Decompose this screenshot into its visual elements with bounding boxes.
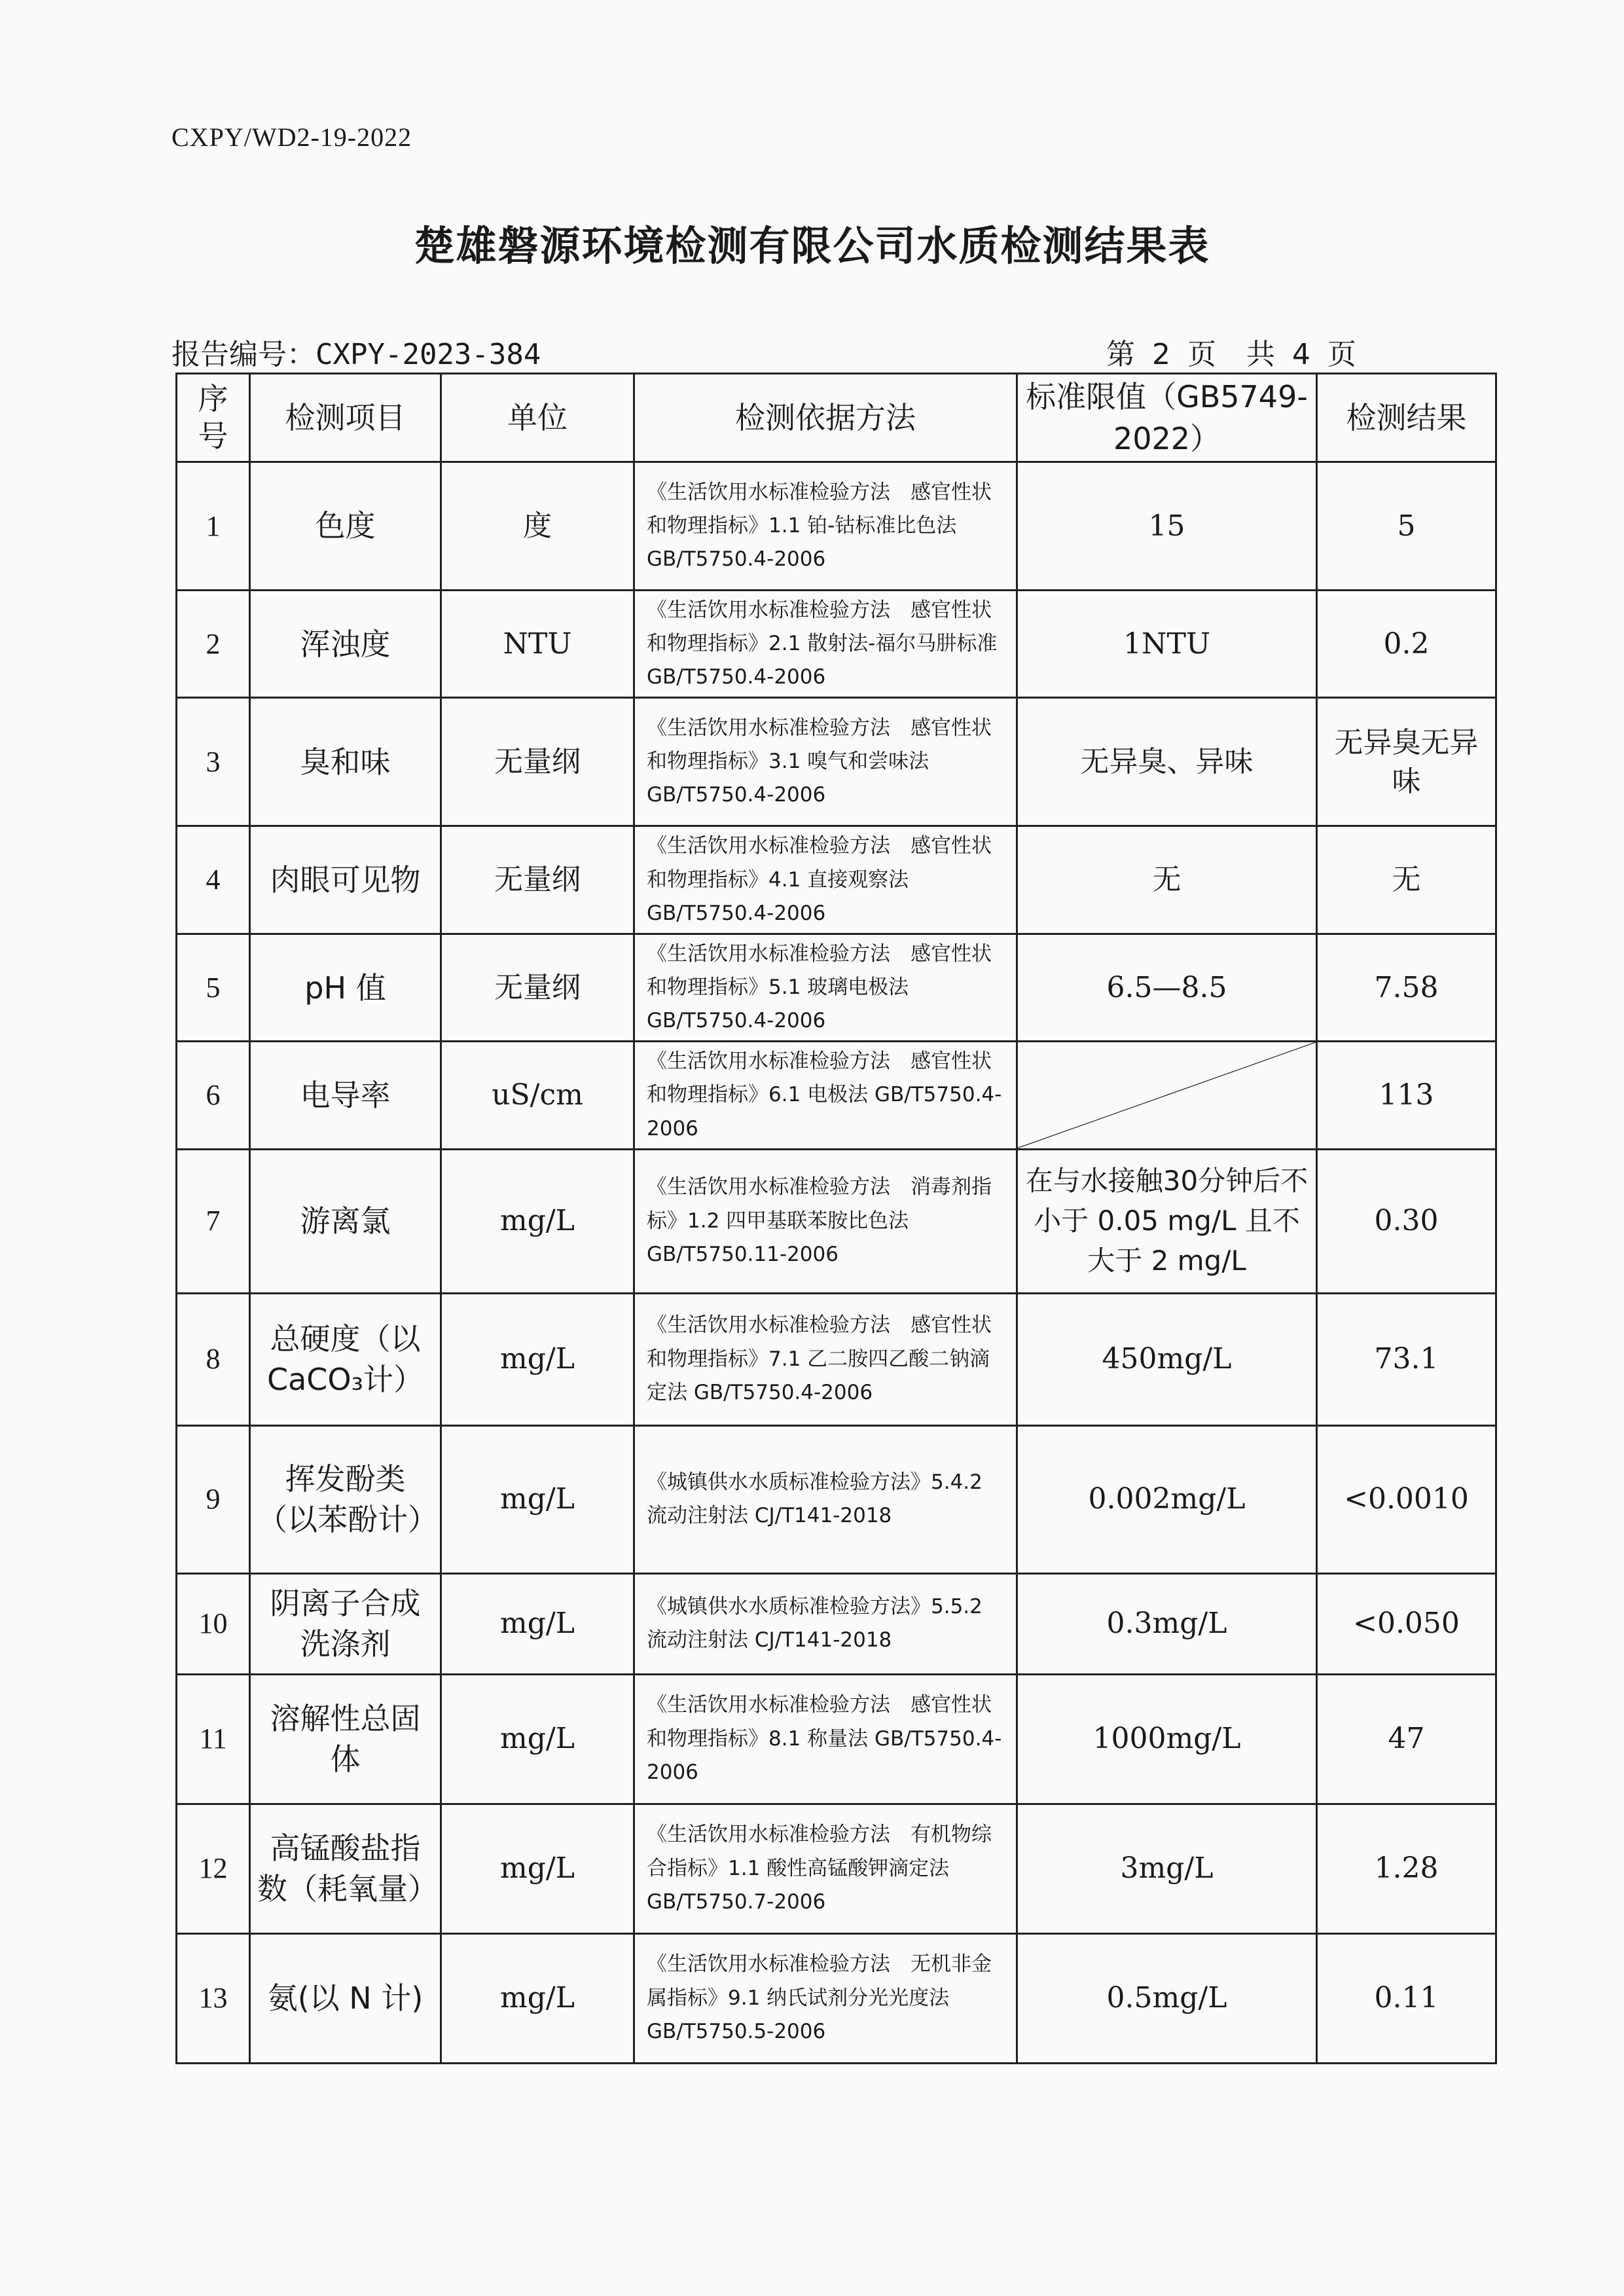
- table-header-row: [177, 374, 1496, 462]
- table-row: [177, 1804, 1496, 1933]
- report-number-value: CXPY-2023-384: [316, 338, 541, 371]
- test-method: 《生活饮用水标准检验方法 感官性状和物理指标》5.1 玻璃电极法 GB/T5750.4-2006: [634, 934, 1017, 1041]
- test-method: 《生活饮用水标准检验方法 无机非金属指标》9.1 纳氏试剂分光光度法 GB/T5750.5-2006: [634, 1933, 1017, 2063]
- header-result: 检测结果: [1317, 374, 1496, 462]
- standard-limit: 无异臭、异味: [1017, 698, 1317, 826]
- row-number: 4: [177, 826, 250, 934]
- row-number: 13: [177, 1933, 250, 2063]
- test-result: 73.1: [1317, 1293, 1496, 1425]
- standard-limit: 0.002mg/L: [1017, 1425, 1317, 1573]
- table-row: [177, 1425, 1496, 1573]
- test-result: 无: [1317, 826, 1496, 934]
- table-row: [177, 1674, 1496, 1804]
- test-item: 溶解性总固体: [250, 1674, 441, 1804]
- page-indicator: 第 2 页 共 4 页: [1106, 338, 1360, 371]
- test-method: 《生活饮用水标准检验方法 感官性状和物理指标》7.1 乙二胺四乙酸二钠滴定法 GB/T5750.4-2006: [634, 1293, 1017, 1425]
- row-number: 7: [177, 1149, 250, 1293]
- row-number: 8: [177, 1293, 250, 1425]
- results-table: [175, 373, 1497, 2064]
- report-number-label: 报告编号：: [171, 338, 316, 371]
- table-row: [177, 1933, 1496, 2063]
- table-row: [177, 934, 1496, 1041]
- table-row: [177, 698, 1496, 826]
- test-method: 《城镇供水水质标准检验方法》5.4.2 流动注射法 CJ/T141-2018: [634, 1425, 1017, 1573]
- standard-limit: 15: [1017, 462, 1317, 591]
- standard-limit: 3mg/L: [1017, 1804, 1317, 1933]
- standard-limit: 在与水接触30分钟后不小于 0.05 mg/L 且不大于 2 mg/L: [1017, 1149, 1317, 1293]
- standard-limit-na: [1017, 1042, 1317, 1149]
- row-number: 6: [177, 1042, 250, 1149]
- unit: mg/L: [441, 1425, 634, 1573]
- unit: 度: [441, 462, 634, 591]
- test-result: <0.050: [1317, 1573, 1496, 1674]
- test-result: 1.28: [1317, 1804, 1496, 1933]
- test-item: 肉眼可见物: [250, 826, 441, 934]
- test-item: 臭和味: [250, 698, 441, 826]
- standard-limit: 450mg/L: [1017, 1293, 1317, 1425]
- row-number: 2: [177, 591, 250, 698]
- test-item: 氨(以 N 计): [250, 1933, 441, 2063]
- diagonal-slash: [1018, 1042, 1316, 1148]
- test-method: 《生活饮用水标准检验方法 感官性状和物理指标》6.1 电极法 GB/T5750.4-2006: [634, 1042, 1017, 1149]
- row-number: 5: [177, 934, 250, 1041]
- test-method: 《生活饮用水标准检验方法 感官性状和物理指标》1.1 铂-钴标准比色法 GB/T5750.4-2006: [634, 462, 1017, 591]
- test-method: 《生活饮用水标准检验方法 消毒剂指标》1.2 四甲基联苯胺比色法 GB/T5750.11-2006: [634, 1149, 1017, 1293]
- table-row: [177, 462, 1496, 591]
- table-row: [177, 1293, 1496, 1425]
- test-item: pH 值: [250, 934, 441, 1041]
- unit: mg/L: [441, 1804, 634, 1933]
- document-code: CXPY/WD2-19-2022: [171, 122, 412, 152]
- header-limit: 标准限值（GB5749-2022）: [1017, 374, 1317, 462]
- row-number: 3: [177, 698, 250, 826]
- test-method: 《城镇供水水质标准检验方法》5.5.2 流动注射法 CJ/T141-2018: [634, 1573, 1017, 1674]
- unit: mg/L: [441, 1933, 634, 2063]
- header-method: 检测依据方法: [634, 374, 1017, 462]
- standard-limit: 1NTU: [1017, 591, 1317, 698]
- test-item: 总硬度（以CaCO₃计）: [250, 1293, 441, 1425]
- row-number: 1: [177, 462, 250, 591]
- standard-limit: 无: [1017, 826, 1317, 934]
- unit: 无量纲: [441, 698, 634, 826]
- unit: mg/L: [441, 1293, 634, 1425]
- test-result: 无异臭无异味: [1317, 698, 1496, 826]
- test-result: 0.30: [1317, 1149, 1496, 1293]
- page-title: 楚雄磐源环境检测有限公司水质检测结果表: [414, 222, 1210, 270]
- row-number: 10: [177, 1573, 250, 1674]
- test-method: 《生活饮用水标准检验方法 感官性状和物理指标》2.1 散射法-福尔马肼标准 GB/T5750.4-2006: [634, 591, 1017, 698]
- table-row: [177, 1573, 1496, 1674]
- table-row: [177, 826, 1496, 934]
- unit: uS/cm: [441, 1042, 634, 1149]
- unit: 无量纲: [441, 934, 634, 1041]
- test-result: 7.58: [1317, 934, 1496, 1041]
- table-row: [177, 1149, 1496, 1293]
- test-method: 《生活饮用水标准检验方法 感官性状和物理指标》8.1 称量法 GB/T5750.4-2006: [634, 1674, 1017, 1804]
- table-row: [177, 591, 1496, 698]
- test-result: 5: [1317, 462, 1496, 591]
- header-item: 检测项目: [250, 374, 441, 462]
- test-result: 47: [1317, 1674, 1496, 1804]
- test-item: 浑浊度: [250, 591, 441, 698]
- unit: 无量纲: [441, 826, 634, 934]
- row-number: 11: [177, 1674, 250, 1804]
- standard-limit: 6.5—8.5: [1017, 934, 1317, 1041]
- test-method: 《生活饮用水标准检验方法 感官性状和物理指标》4.1 直接观察法 GB/T5750.4-2006: [634, 826, 1017, 934]
- test-item: 色度: [250, 462, 441, 591]
- test-result: <0.0010: [1317, 1425, 1496, 1573]
- row-number: 12: [177, 1804, 250, 1933]
- row-number: 9: [177, 1425, 250, 1573]
- test-method: 《生活饮用水标准检验方法 有机物综合指标》1.1 酸性高锰酸钾滴定法 GB/T5750.7-2006: [634, 1804, 1017, 1933]
- table-row: [177, 1042, 1496, 1149]
- unit: NTU: [441, 591, 634, 698]
- test-result: 113: [1317, 1042, 1496, 1149]
- unit: mg/L: [441, 1674, 634, 1804]
- test-item: 高锰酸盐指数（耗氧量）: [250, 1804, 441, 1933]
- standard-limit: 0.3mg/L: [1017, 1573, 1317, 1674]
- test-item: 电导率: [250, 1042, 441, 1149]
- test-result: 0.2: [1317, 591, 1496, 698]
- unit: mg/L: [441, 1573, 634, 1674]
- test-result: 0.11: [1317, 1933, 1496, 2063]
- unit: mg/L: [441, 1149, 634, 1293]
- header-no: 序号: [177, 374, 250, 462]
- header-unit: 单位: [441, 374, 634, 462]
- test-item: 游离氯: [250, 1149, 441, 1293]
- test-item: 阴离子合成洗涤剂: [250, 1573, 441, 1674]
- test-method: 《生活饮用水标准检验方法 感官性状和物理指标》3.1 嗅气和尝味法 GB/T5750.4-2006: [634, 698, 1017, 826]
- standard-limit: 1000mg/L: [1017, 1674, 1317, 1804]
- standard-limit: 0.5mg/L: [1017, 1933, 1317, 2063]
- test-item: 挥发酚类（以苯酚计）: [250, 1425, 441, 1573]
- report-number: [171, 331, 541, 373]
